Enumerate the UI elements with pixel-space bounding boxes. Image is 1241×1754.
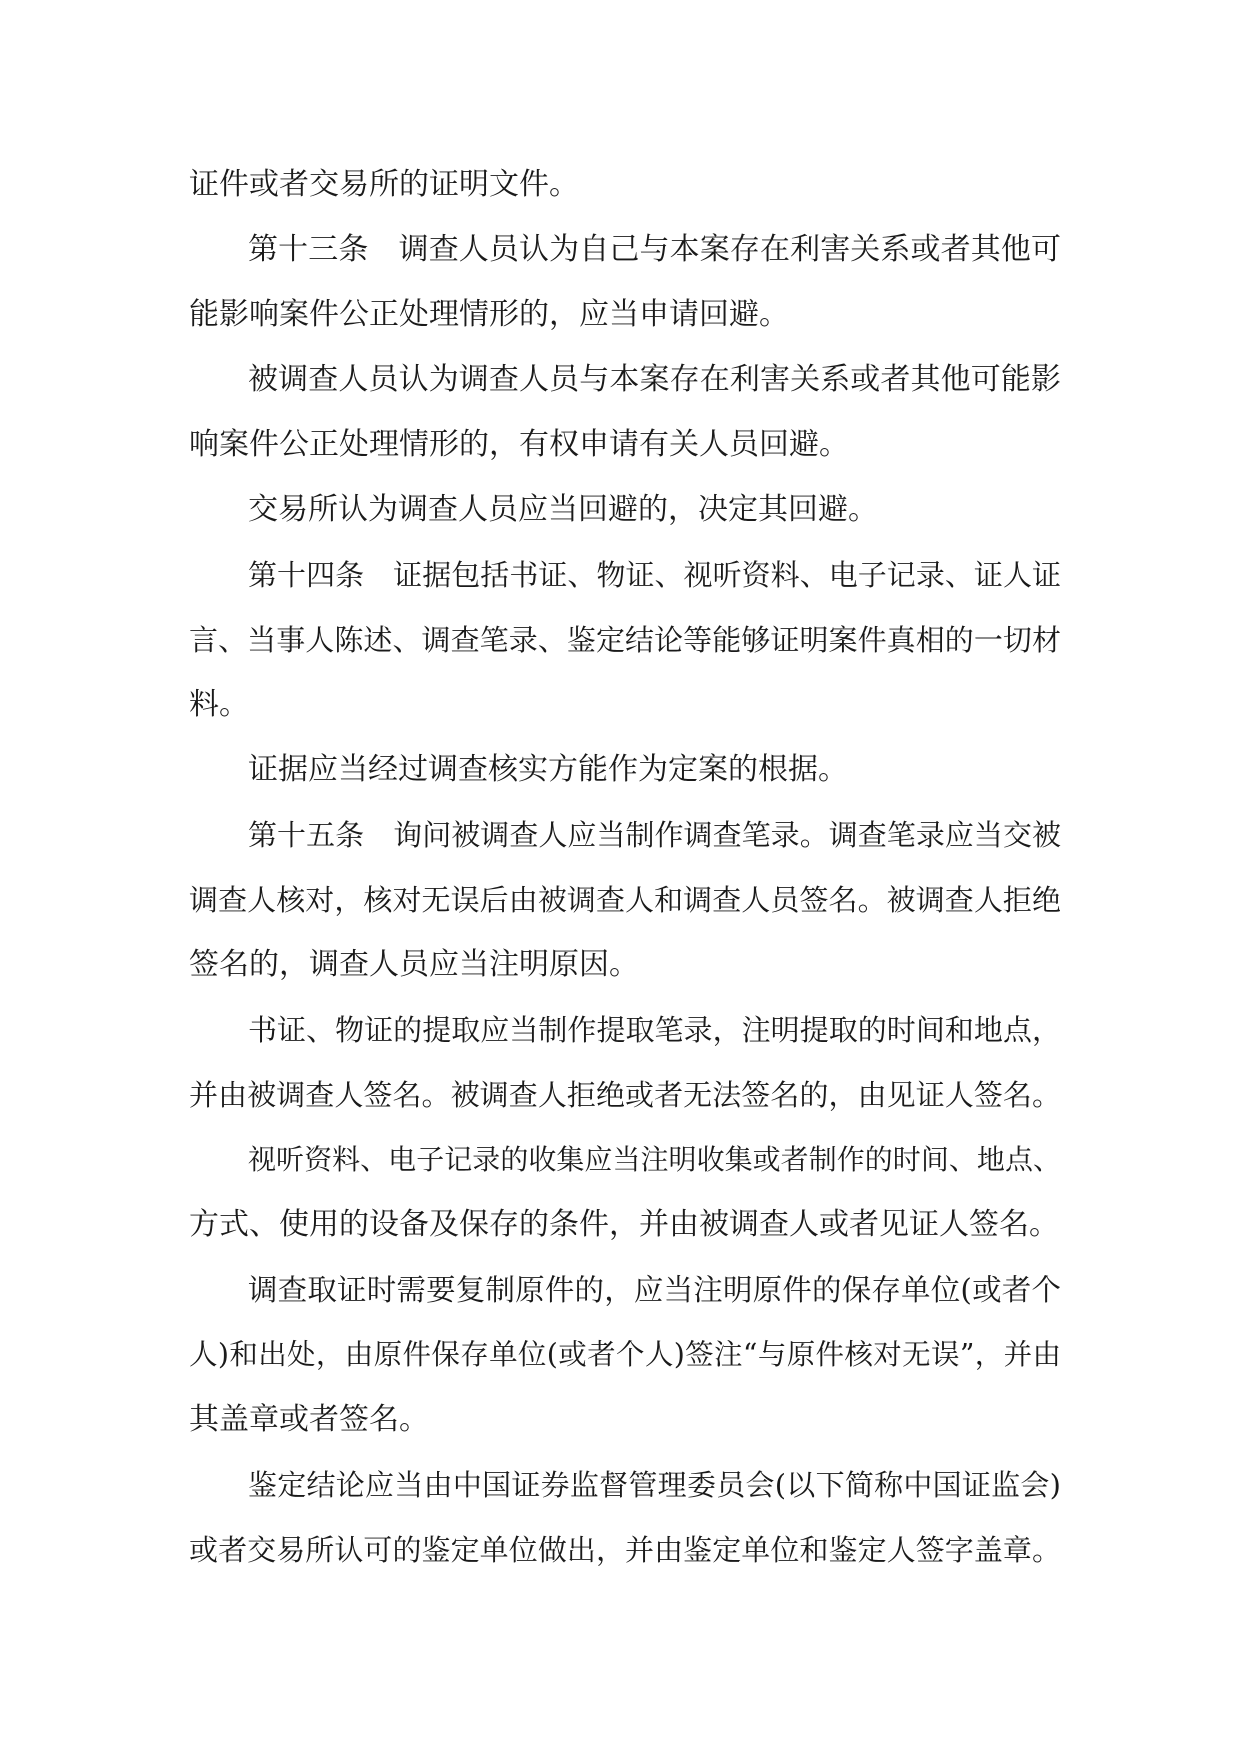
text-line: 视听资料、电子记录的收集应当注明收集或者制作的时间、地点、 [248, 1143, 1061, 1176]
text-line: 签名的，调查人员应当注明原因。 [189, 947, 639, 982]
text-line: 能影响案件公正处理情形的，应当申请回避。 [189, 297, 789, 332]
text-line: 鉴定结论应当由中国证券监督管理委员会(以下简称中国证监会) [248, 1468, 1061, 1502]
text-line: 交易所认为调查人员应当回避的，决定其回避。 [248, 492, 878, 527]
text-line: 被调查人员认为调查人员与本案存在利害关系或者其他可能影 [248, 362, 1061, 397]
text-line: 调查取证时需要复制原件的，应当注明原件的保存单位(或者个 [248, 1273, 1061, 1307]
text-line: 料。 [189, 687, 249, 722]
text-line: 证件或者交易所的证明文件。 [189, 167, 579, 202]
article-15-heading-line: 第十五条 询问被调查人应当制作调查笔录。调查笔录应当交被 [248, 818, 1061, 852]
text-line: 调查人核对，核对无误后由被调查人和调查人员签名。被调查人拒绝 [189, 883, 1061, 917]
text-line: 响案件公正处理情形的，有权申请有关人员回避。 [189, 427, 849, 462]
text-line: 书证、物证的提取应当制作提取笔录，注明提取的时间和地点， [248, 1013, 1061, 1047]
article-13-heading-line: 第十三条 调查人员认为自己与本案存在利害关系或者其他可 [248, 232, 1061, 267]
text-line: 其盖章或者签名。 [189, 1402, 429, 1437]
text-line: 或者交易所认可的鉴定单位做出，并由鉴定单位和鉴定人签字盖章。 [189, 1533, 1061, 1567]
article-14-heading-line: 第十四条 证据包括书证、物证、视听资料、电子记录、证人证 [248, 558, 1061, 592]
text-line: 并由被调查人签名。被调查人拒绝或者无法签名的，由见证人签名。 [189, 1078, 1061, 1112]
text-line: 言、当事人陈述、调查笔录、鉴定结论等能够证明案件真相的一切材 [189, 623, 1061, 657]
text-line: 人)和出处，由原件保存单位(或者个人)签注“与原件核对无误”，并由 [189, 1338, 1061, 1371]
text-line: 方式、使用的设备及保存的条件，并由被调查人或者见证人签名。 [189, 1207, 1059, 1242]
text-line: 证据应当经过调查核实方能作为定案的根据。 [248, 752, 848, 787]
